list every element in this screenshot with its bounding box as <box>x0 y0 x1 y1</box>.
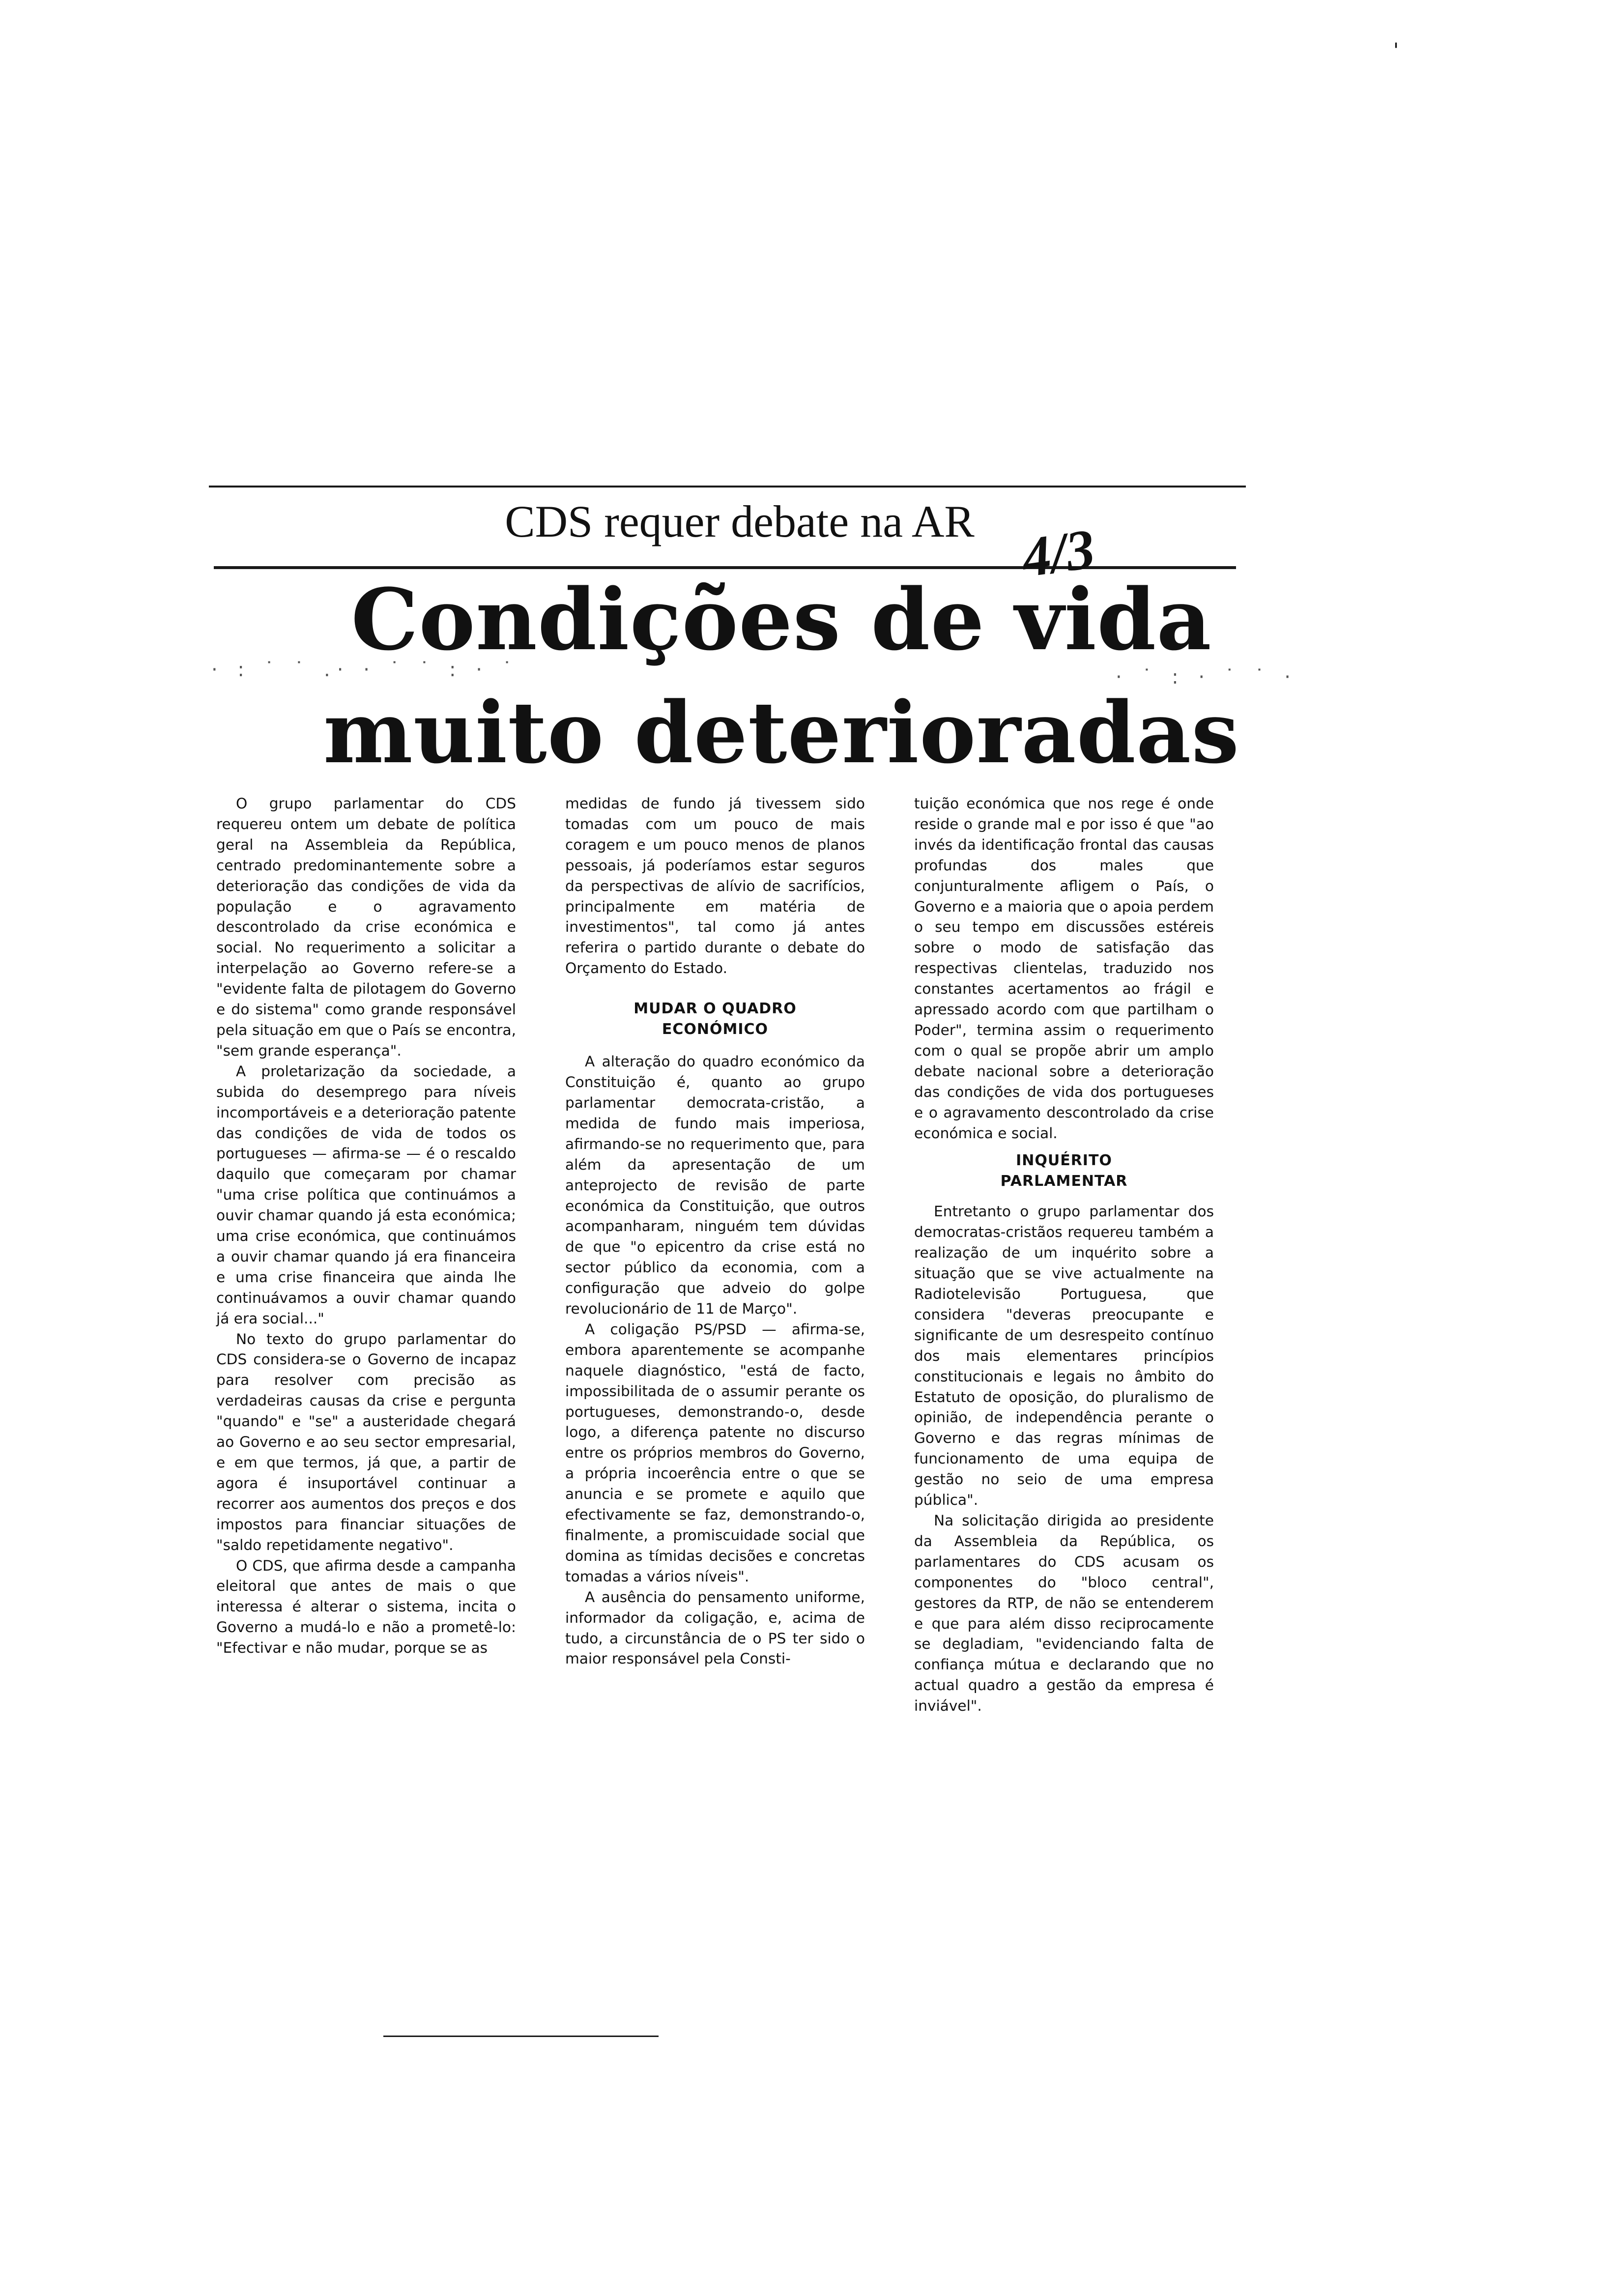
bottom-rule <box>383 2036 659 2037</box>
article-column-3 <box>914 794 1214 1717</box>
scan-noise: · ˙ : · ˙ ˙ · <box>1116 666 1297 689</box>
article-kicker: CDS requer debate na AR <box>505 496 975 546</box>
paragraph: No texto do grupo parlamentar do CDS considera-se o Governo de incapaz para resolver com precisão as verdadeiras causas da crise e pergunta "quando" e "se" a austeridade chegará ao Governo e ao seu sector empresarial, e em que termos, já que, a partir de agora é insuportável continuar a recorrer aos aumentos dos preços e dos impostos para financiar situações de "saldo repetidamente negativo". <box>216 1330 516 1553</box>
headline-line-2: muito deterioradas <box>323 683 1240 782</box>
paragraph: A coligação PS/PSD — afirma-se, embora aparentemente se acompanhe naquele diagnóstico, "está de facto, impossibilitada de o assumir perante os portugueses, demonstrando-o, desde logo, a diferença patente no discurso entre os próprios membros do Governo, a própria incoerência entre o que se anuncia e se promete e aquilo que efectivamente se faz, demonstrando-o, finalmente, a promiscuidade social que domina as tímidas decisões e concretas tomadas a vários níveis". <box>565 1320 865 1585</box>
handwritten-note: 4/3 <box>1018 517 1099 589</box>
subheading: MUDAR O QUADRO <box>633 1000 797 1018</box>
page-mark: ' <box>1393 39 1399 62</box>
headline-line-1: Condições de vida <box>351 570 1212 669</box>
paragraph: O CDS, que afirma desde a campanha eleitoral que antes de mais o que interessa é alterar o sistema, incita o Governo a mudá-lo e não a prometê-lo: "Efectivar e não mudar, porque se as <box>216 1557 516 1657</box>
article-column-1 <box>216 794 516 1659</box>
paragraph: A proletarização da sociedade, a subida do desemprego para níveis incomportáveis e a deterioração patente das condições de vida de todos os portugueses — afirma-se — é o rescaldo daquilo que começaram por chamar "uma crise política que continuámos a ouvir chamar quando já esta económica; uma crise económica, que continuámos a ouvir chamar quando já era financeira e uma crise financeira que ainda lhe continuávamos a ouvir chamar quando já era social..." <box>216 1062 516 1327</box>
paragraph: Entretanto o grupo parlamentar dos democratas-cristãos requereu também a realização de um inquérito sobre a situação que se vive actualmente na Radiotelevisão Portuguesa, que considera "deveras preocupante e significante de um desrespeito contínuo dos mais elementares princípios constitucionais e legais no âmbito do Estatuto de oposição, do pluralismo de opinião, de independência perante o Governo e das regras mínimas de funcionamento de uma equipa de gestão no seio de uma empresa pública". <box>914 1203 1214 1509</box>
article-column-2 <box>565 794 865 1669</box>
paragraph: tuição económica que nos rege é onde reside o grande mal e por isso é que "ao invés da identificação frontal das causas profundas dos males que conjunturalmente afligem o País, o Governo e a maioria que o apoia perdem o seu tempo em discussões estéreis sobre o modo de satisfação das respectivas clientelas, traduzido nos constantes acertamentos ao frágil e apressado acordo com que partilham o Poder", termina assim o requerimento com o qual se propõe abrir um amplo debate nacional sobre a deterioração das condições de vida dos portugueses e o agravamento descontrolado da crise económica e social. <box>914 795 1214 1142</box>
paragraph: Na solicitação dirigida ao presidente da Assembleia da República, os parlamentares do CDS acusam os componentes do "bloco central", gestores da RTP, de não se entenderem e que para além disso reciprocamente se degladiam, "evidenciando falta de confiança mútua e declarando que no actual quadro a gestão da empresa é inviável". <box>914 1512 1214 1715</box>
paragraph: A alteração do quadro económico da Constituição é, quanto ao grupo parlamentar democrata-cristão, a medida de fundo mais imperiosa, afirmando-se no requerimento que, para além da apresentação de um anteprojecto de revisão de parte económica da Constituição, que outros acompanharam, ninguém tem dúvidas de que "o epicentro da crise está no sector público da economia, com a configuração que adveio do golpe revolucionário de 11 de Março". <box>565 1053 865 1318</box>
scan-noise: · : ˙ ˙ .· · ˙ ˙ : · ˙ <box>211 659 519 681</box>
subheading: ECONÓMICO <box>662 1021 769 1038</box>
paragraph: A ausência do pensamento uniforme, informador da coligação, e, acima de tudo, a circunstância de o PS ter sido o maior responsável pela Consti- <box>565 1588 865 1667</box>
paragraph: medidas de fundo já tivessem sido tomadas com um pouco de mais coragem e um pouco menos de planos pessoais, já poderíamos estar seguros da perspectivas de alívio de sacrifícios, principalmente em matéria de investimentos", tal como já antes referira o partido durante o debate do Orçamento do Estado. <box>565 795 865 977</box>
top-rule <box>209 486 1246 488</box>
subheading: INQUÉRITO <box>1016 1152 1112 1170</box>
paragraph: O grupo parlamentar do CDS requereu ontem um debate de política geral na Assembleia da República, centrado predominantemente sobre a deterioração das condições de vida da população e o agravamento descontrolado da crise económica e social. No requerimento a solicitar a interpelação ao Governo refere-se a "evidente falta de pilotagem do Governo e do sistema" como grande responsável pela situação em que o País se encontra, "sem grande esperança". <box>216 795 516 1059</box>
subheading: PARLAMENTAR <box>1000 1173 1128 1190</box>
